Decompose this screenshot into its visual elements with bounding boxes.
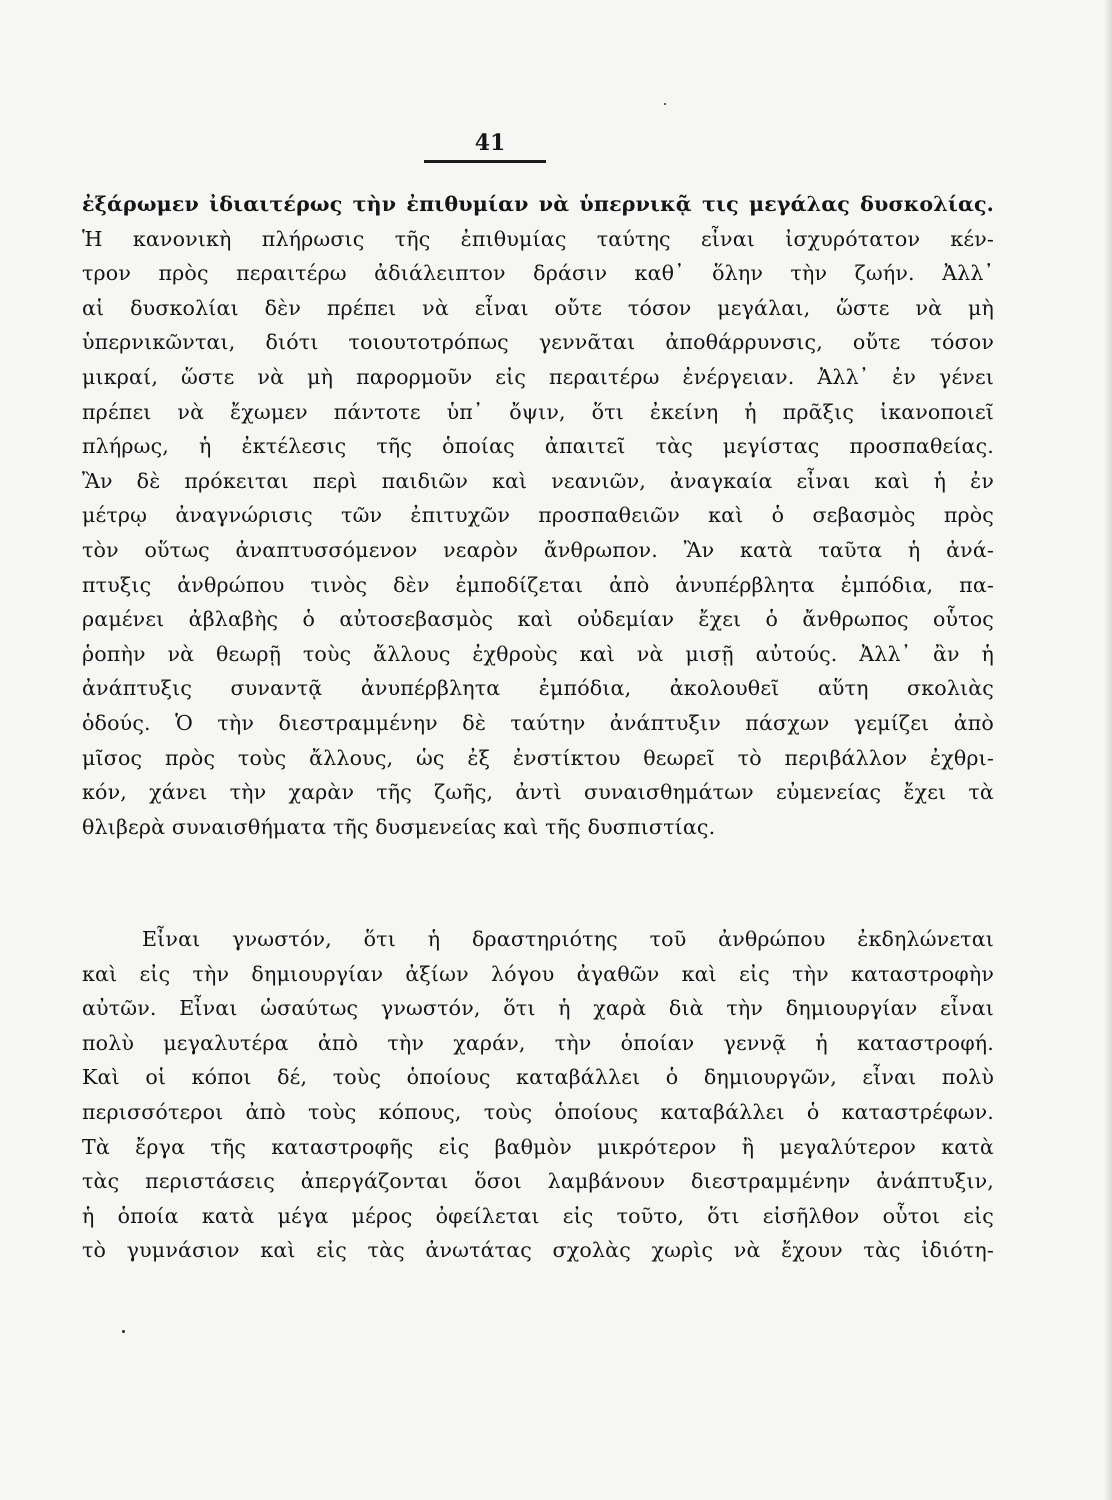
text-line: τὸ γυμνάσιον καὶ εἰς τὰς ἀνωτάτας σχολὰς χωρὶς νὰ ἔχουν τὰς ἰδιότη- bbox=[82, 1238, 994, 1263]
text-line: μικραί, ὥστε νὰ μὴ παρορμοῦν εἰς περαιτέρω ἐνέργειαν. Ἀλλ᾽ ἐν γένει bbox=[82, 364, 994, 389]
text-line: πρέπει νὰ ἔχωμεν πάντοτε ὑπ᾽ ὄψιν, ὅτι ἐκείνη ἡ πρᾶξις ἱκανοποιεῖ bbox=[82, 399, 994, 424]
text-line: ὁδούς. Ὁ τὴν διεστραμμένην δὲ ταύτην ἀνάπτυξιν πάσχων γεμίζει ἀπὸ bbox=[82, 710, 994, 735]
text-line: αὐτῶν. Εἶναι ὡσαύτως γνωστόν, ὅτι ἡ χαρὰ διὰ τὴν δημιουργίαν εἶναι bbox=[82, 996, 994, 1021]
text-line: μέτρῳ ἀναγνώρισις τῶν ἐπιτυχῶν προσπαθειῶν καὶ ὁ σεβασμὸς πρὸς bbox=[82, 503, 994, 528]
text-line: Τὰ ἔργα τῆς καταστροφῆς εἰς βαθμὸν μικρότερον ἢ μεγαλύτερον κατὰ bbox=[82, 1134, 994, 1159]
text-line: περισσότεροι ἀπὸ τοὺς κόπους, τοὺς ὁποίους καταβάλλει ὁ καταστρέφων. bbox=[82, 1099, 994, 1124]
text-line: πλήρως, ἡ ἐκτέλεσις τῆς ὁποίας ἀπαιτεῖ τὰς μεγίστας προσπαθείας. bbox=[82, 434, 994, 459]
text-line: ἀνάπτυξις συναντᾷ ἀνυπέρβλητα ἐμπόδια, ἀκολουθεῖ αὕτη σκολιὰς bbox=[82, 676, 994, 701]
page-number: 41 bbox=[474, 130, 506, 156]
text-line: Εἶναι γνωστόν, ὅτι ἡ δραστηριότης τοῦ ἀνθρώπου ἐκδηλώνεται bbox=[142, 927, 994, 951]
text-line: καὶ εἰς τὴν δημιουργίαν ἀξίων λόγου ἀγαθῶν καὶ εἰς τὴν καταστροφὴν bbox=[82, 961, 994, 986]
text-line: αἱ δυσκολίαι δὲν πρέπει νὰ εἶναι οὔτε τόσον μεγάλαι, ὥστε νὰ μὴ bbox=[82, 295, 994, 320]
text-line: ὑπερνικῶνται, διότι τοιουτοτρόπως γεννᾶται ἀποθάρρυνσις, οὔτε τόσον bbox=[82, 330, 994, 355]
text-line: θλιβερὰ συναισθήματα τῆς δυσμενείας καὶ τῆς δυσπιστίας. bbox=[82, 814, 716, 839]
text-line: μῖσος πρὸς τοὺς ἄλλους, ὡς ἐξ ἐνστίκτου θεωρεῖ τὸ περιβάλλον ἐχθρι- bbox=[82, 745, 994, 770]
text-line: ῥοπὴν νὰ θεωρῇ τοὺς ἄλλους ἐχθροὺς καὶ νὰ μισῇ αὐτούς. Ἀλλ᾽ ἂν ἡ bbox=[82, 641, 994, 666]
text-line: πολὺ μεγαλυτέρα ἀπὸ τὴν χαράν, τὴν ὁποίαν γεννᾷ ἡ καταστροφή. bbox=[82, 1030, 994, 1055]
text-line: ραμένει ἀβλαβὴς ὁ αὐτοσεβασμὸς καὶ οὐδεμίαν ἔχει ὁ ἄνθρωπος οὗτος bbox=[82, 607, 994, 632]
page-edge-shadow bbox=[1104, 0, 1112, 1500]
text-line: Ἂν δὲ πρόκειται περὶ παιδιῶν καὶ νεανιῶν, ἀναγκαία εἶναι καὶ ἡ ἐν bbox=[82, 468, 994, 493]
text-line: πτυξις ἀνθρώπου τινὸς δὲν ἐμποδίζεται ἀπὸ ἀνυπέρβλητα ἐμπόδια, πα- bbox=[82, 572, 994, 597]
text-line: κόν, χάνει τὴν χαρὰν τῆς ζωῆς, ἀντὶ συναισθημάτων εὐμενείας ἔχει τὰ bbox=[82, 780, 994, 805]
text-line: ἡ ὁποία κατὰ μέγα μέρος ὀφείλεται εἰς τοῦτο, ὅτι εἰσῆλθον οὗτοι εἰς bbox=[82, 1203, 994, 1228]
paragraph-2 bbox=[82, 922, 994, 1268]
paragraph-1 bbox=[82, 187, 994, 844]
text-line: Καὶ οἱ κόποι δέ, τοὺς ὁποίους καταβάλλει ὁ δημιουργῶν, εἶναι πολὺ bbox=[82, 1065, 994, 1090]
paper-speck bbox=[664, 103, 666, 105]
text-line: τρον πρὸς περαιτέρω ἀδιάλειπτον δράσιν καθ᾽ ὅλην τὴν ζωήν. Ἀλλ᾽ bbox=[82, 261, 994, 286]
text-line: τὰς περιστάσεις ἀπεργάζονται ὅσοι λαμβάνουν διεστραμμένην ἀνάπτυξιν, bbox=[82, 1169, 994, 1194]
page-number-rule bbox=[424, 160, 546, 163]
text-line: Ἡ κανονικὴ πλήρωσις τῆς ἐπιθυμίας ταύτης εἶναι ἰσχυρότατον κέν- bbox=[82, 226, 994, 251]
text-line: τὸν οὕτως ἀναπτυσσόμενον νεαρὸν ἄνθρωπον. Ἂν κατὰ ταῦτα ἡ ἀνά- bbox=[82, 537, 994, 562]
text-line: ἐξάρωμεν ἰδιαιτέρως τὴν ἐπιθυμίαν νὰ ὑπερνικᾷ τις μεγάλας δυσκολίας. bbox=[82, 192, 994, 216]
paper-speck bbox=[122, 1330, 125, 1333]
